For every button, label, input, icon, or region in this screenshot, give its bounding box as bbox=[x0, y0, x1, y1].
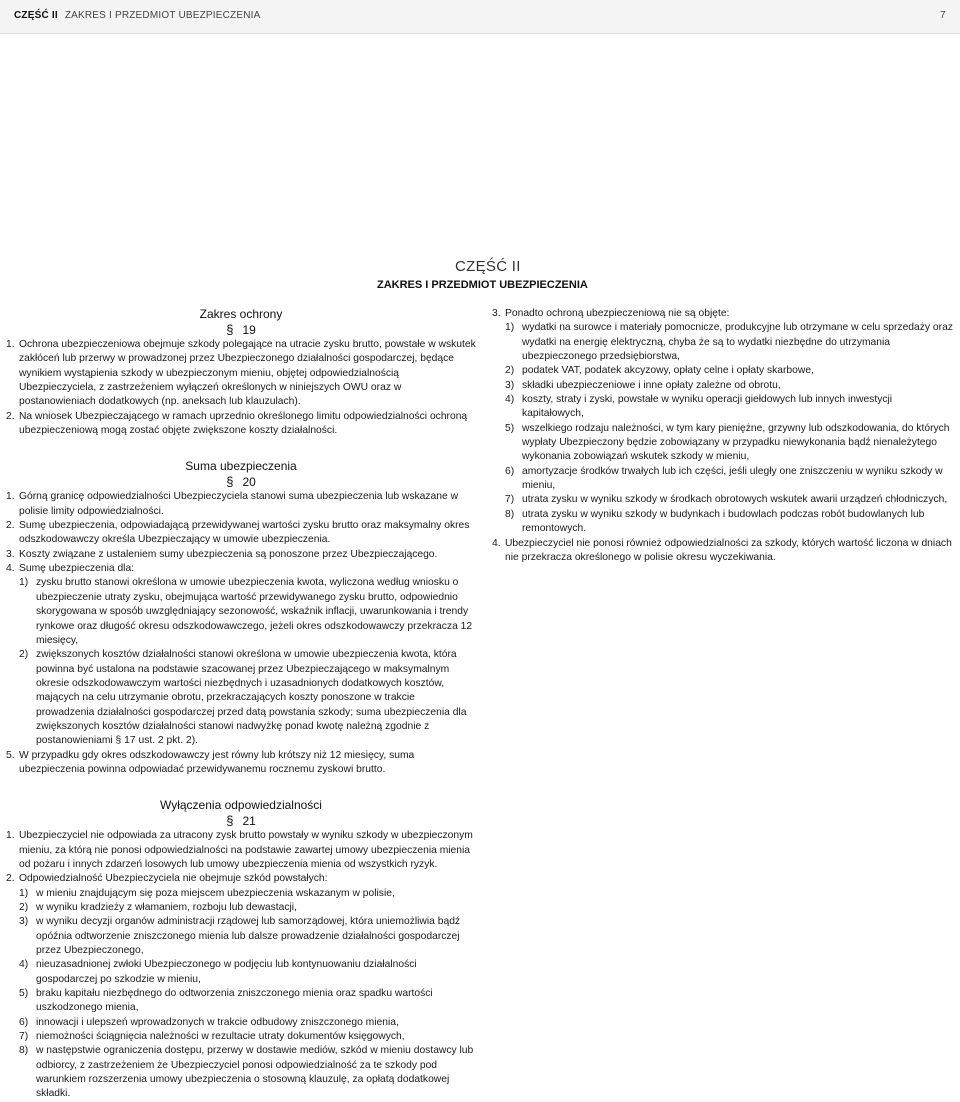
list-item: 6) innowacji i ulepszeń wprowadzonych w trakcie odbudowy zniszczonego mienia, bbox=[19, 1016, 399, 1028]
running-header bbox=[0, 0, 960, 34]
section-21-number: § 21 bbox=[226, 813, 256, 829]
section-19-number: § 19 bbox=[226, 322, 256, 337]
list-item: 2) w wyniku kradzieży z włamaniem, rozboju lub dewastacji, bbox=[19, 902, 297, 913]
list-item: 1) zysku brutto stanowi określona w umowie ubezpieczenia kwota, wyliczona według wniosku o ubezpieczenie utraty zysku, obejmująca wartość przewidywanego zysku brutto, odpowiednio skorygowana w sposób uwzględniający sezonowość, wskaźnik inflacji, uwarunkowania i trendy rynkowe oraz długość okresu odszkodowawczego, jeżeli okres odszkodowawczy przekracza 12 miesięcy, bbox=[19, 577, 473, 646]
paragraph: 1. Górną granicę odpowiedzialności Ubezpieczyciela stanowi suma ubezpieczenia lub wskazane w polisie limity odpowiedzialności. bbox=[6, 491, 459, 517]
header-part-label: CZĘŚĆ II bbox=[14, 10, 58, 21]
paragraph: 1. Ubezpieczyciel nie odpowiada za utracony zysk brutto powstały w wyniku szkody w ubezpieczonym mieniu, za którą nie ponosi odpowiedzialności na podstawie zawartej umowy ubezpieczenia mienia od pożaru i innych zdarzeń losowych lub umowy ubezpieczenia mienia od wszystkich ryzyk. bbox=[6, 830, 473, 870]
part-subtitle: ZAKRES I PRZEDMIOT UBEZPIECZENIA bbox=[377, 279, 588, 291]
list-item: 1) wydatki na surowce i materiały pomocnicze, produkcyjne lub otrzymane w celu sprzedaży oraz wydatki na energię elektryczną, chyba że są to wydatki niezbędne do utrzymania ubezpieczonego przedsiębiorstwa, bbox=[505, 322, 953, 363]
list-item: 6) amortyzacje środków trwałych lub ich części, jeśli uległy one zniszczeniu w wyniku szkody w mieniu, bbox=[505, 465, 943, 492]
list-item: 2) zwiększonych kosztów działalności stanowi określona w umowie ubezpieczenia kwota, która powinna być ustalona na podstawie szacowanej przez Ubezpieczającego w maksymalnym okresie odszkodowawczym wartości niezbędnych i uzasadnionych dodatkowych kosztów, mających na celu utrzymanie obrotu, przekraczających koszty ponoszone w trakcie prowadzenia działalności gospodarczej przed datą powstania szkody; suma ubezpieczenia dla zwiększonych kosztów działalności stanowi nadwyżkę ponad kwotę należną zgodnie z postanowieniami § 17 ust. 2 pkt. 2). bbox=[19, 649, 467, 747]
paragraph: 4. Sumę ubezpieczenia dla: bbox=[6, 563, 135, 575]
paragraph: 5. W przypadku gdy okres odszkodowawczy jest równy lub krótszy niż 12 miesięcy, suma ubezpieczenia powinna odpowiadać przewidywanemu rocznemu zyskowi brutto. bbox=[6, 749, 415, 775]
section-20-heading: Suma ubezpieczenia bbox=[185, 459, 297, 474]
section-20-number: § 20 bbox=[226, 474, 256, 490]
list-item: 5) braku kapitału niezbędnego do odtworzenia zniszczonego mienia oraz spadku wartości uszkodzonego mienia, bbox=[19, 988, 433, 1014]
left-column bbox=[6, 306, 476, 1102]
header-title bbox=[14, 10, 261, 21]
paragraph: 2. Odpowiedzialność Ubezpieczyciela nie obejmuje szkód powstałych: bbox=[6, 873, 328, 885]
list-item: 3) składki ubezpieczeniowe i inne opłaty zależne od obrotu, bbox=[505, 379, 781, 391]
section-21-heading: Wyłączenia odpowiedzialności bbox=[160, 798, 322, 813]
right-column bbox=[492, 307, 954, 565]
section-mark: § bbox=[226, 813, 234, 829]
paragraph: 1. Ochrona ubezpieczeniowa obejmuje szkody polegające na utracie zysku brutto, powstałe w wskutek zakłóceń lub przerwy w prowadzonej przez Ubezpieczonego działalności gospodarczej, będące wynikiem wystąpienia szkody w ubezpieczonym mieniu, objętej odpowiedzialnością Ubezpieczyciela, z zastrzeżeniem wyłączeń określonych w niniejszych OWU oraz w postanowieniach dodatkowych (np. aneksach lub klauzulach). bbox=[6, 339, 476, 408]
list-item: 5) wszelkiego rodzaju należności, w tym kary pieniężne, grzywny lub odszkodowania, do których wypłaty Ubezpieczony będzie zobowiązany w przypadku niewykonania bądź nienależytego wykonania zobowiązań wskutek szkody w mieniu, bbox=[505, 422, 950, 463]
list-item: 3) w wyniku decyzji organów administracji rządowej lub samorządowej, która uniemożliwia bądź opóźnia odtworzenie zniszczonego mienia lub dalsze prowadzenie działalności gospodarczej przez Ubezpieczonego, bbox=[19, 916, 461, 957]
list-item: 4) nieuzasadnionej zwłoki Ubezpieczonego w podjęciu lub kontynuowaniu działalności gospodarczej po szkodzie w mieniu, bbox=[19, 959, 417, 985]
list-item: 4) koszty, straty i zyski, powstałe w wyniku operacji giełdowych lub innych inwestycji kapitałowych, bbox=[505, 394, 893, 420]
list-item: 2) podatek VAT, podatek akcyzowy, opłaty celne i opłaty skarbowe, bbox=[505, 365, 814, 377]
part-title: CZĘŚĆ II bbox=[455, 258, 521, 275]
paragraph: 2. Sumę ubezpieczenia, odpowiadającą przewidywanej wartości zysku brutto oraz maksymalny okres odszkodowawczy określa Ubezpieczający w umowie ubezpieczenia. bbox=[6, 520, 470, 546]
list-item: 1) w mieniu znajdującym się poza miejscem ubezpieczenia wskazanym w polisie, bbox=[19, 887, 395, 899]
paragraph: 3. Koszty związane z ustaleniem sumy ubezpieczenia są ponoszone przez Ubezpieczającego. bbox=[6, 548, 438, 560]
paragraph: 4. Ubezpieczyciel nie ponosi również odpowiedzialności za szkody, których wartość liczona w dniach nie przekracza określonego w polisie okresu wyczekiwania. bbox=[492, 537, 952, 563]
section-19-heading: Zakres ochrony bbox=[199, 307, 283, 321]
header-section-label: ZAKRES I PRZEDMIOT UBEZPIECZENIA bbox=[64, 10, 261, 21]
list-item: 8) w następstwie ograniczenia dostępu, przerwy w dostawie mediów, szkód w mieniu dostawcy lub odbiorcy, z zastrzeżeniem że Ubezpieczyciel ponosi odpowiedzialność za te szkody pod warunkiem rozszerzenia umowy ubezpieczenia o stosowną klauzulę, za opłatą dodatkowej składki. bbox=[19, 1045, 474, 1100]
paragraph: 2. Na wniosek Ubezpieczającego w ramach uprzednio określonego limitu odpowiedzialności ochroną ubezpieczeniową mogą zostać objęte zwiększone koszty działalności. bbox=[6, 410, 468, 437]
page-number: 7 bbox=[940, 10, 946, 21]
list-item: 7) niemożności ściągnięcia należności w rezultacie utraty dokumentów księgowych, bbox=[19, 1031, 405, 1043]
paragraph: 3. Ponadto ochroną ubezpieczeniową nie są objęte: bbox=[492, 308, 730, 319]
section-mark: § bbox=[226, 474, 234, 490]
list-item: 7) utrata zysku w wyniku szkody w środkach obrotowych wskutek awarii urządzeń chłodniczych, bbox=[505, 494, 948, 506]
section-mark: § bbox=[226, 322, 234, 337]
list-item: 8) utrata zysku w wyniku szkody w budynkach i budowlach podczas robót budowlanych lub remontowych. bbox=[505, 508, 925, 535]
